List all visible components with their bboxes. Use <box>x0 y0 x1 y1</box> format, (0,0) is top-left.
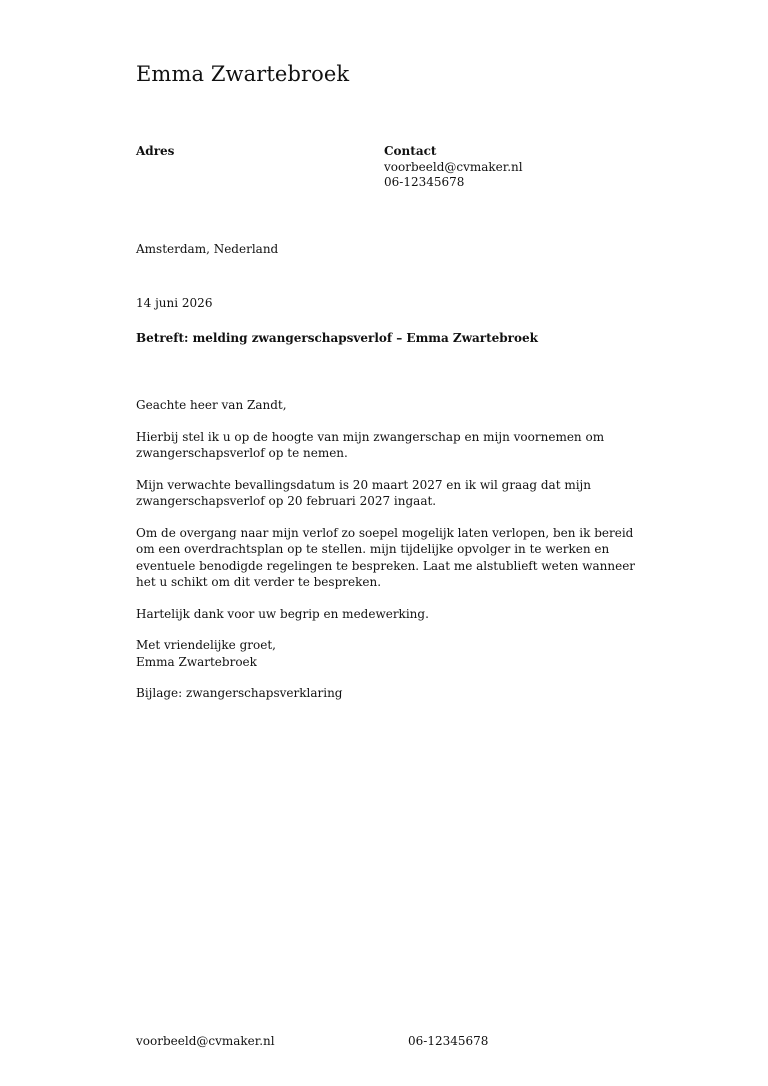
footer-phone: 06-12345678 <box>408 1034 489 1048</box>
paragraph-2: Mijn verwachte bevallingsdatum is 20 maart 2027 en ik wil graag dat mijn zwangerschapsverlof op 20 februari 2027 ingaat. <box>136 477 591 508</box>
paragraph-4: Hartelijk dank voor uw begrip en medewerking. <box>136 606 429 621</box>
contact-label: Contact <box>384 144 437 158</box>
letter-body <box>136 397 636 717</box>
contact-phone: 06-12345678 <box>384 175 465 189</box>
contact-block <box>384 144 523 191</box>
address-label: Adres <box>136 144 175 158</box>
closing: Met vriendelijke groet, <box>136 638 276 652</box>
paragraph-1: Hierbij stel ik u op de hoogte van mijn zwangerschap en mijn voornemen om zwangerschapsverlof op te nemen. <box>136 429 605 460</box>
attachment-note: Bijlage: zwangerschapsverklaring <box>136 686 343 700</box>
footer-email: voorbeeld@cvmaker.nl <box>136 1034 275 1048</box>
letter-city: Amsterdam, Nederland <box>136 242 279 256</box>
letter-subject: Betreft: melding zwangerschapsverlof – Emma Zwartebroek <box>136 331 538 345</box>
letter-date: 14 juni 2026 <box>136 296 213 310</box>
salutation: Geachte heer van Zandt, <box>136 398 287 412</box>
sender-name: Emma Zwartebroek <box>136 62 350 86</box>
address-block <box>136 144 174 159</box>
signature-name: Emma Zwartebroek <box>136 654 257 669</box>
paragraph-3: Om de overgang naar mijn verlof zo soepel mogelijk laten verlopen, ben ik bereid om een overdrachtsplan op te stellen. mijn tijdelijke opvolger in te werken en eventuele benodigde regelingen te bespreken. Laat me alstublieft weten wanneer het u schikt om dit verder te bespreken. <box>136 525 636 589</box>
contact-email: voorbeeld@cvmaker.nl <box>384 159 523 174</box>
